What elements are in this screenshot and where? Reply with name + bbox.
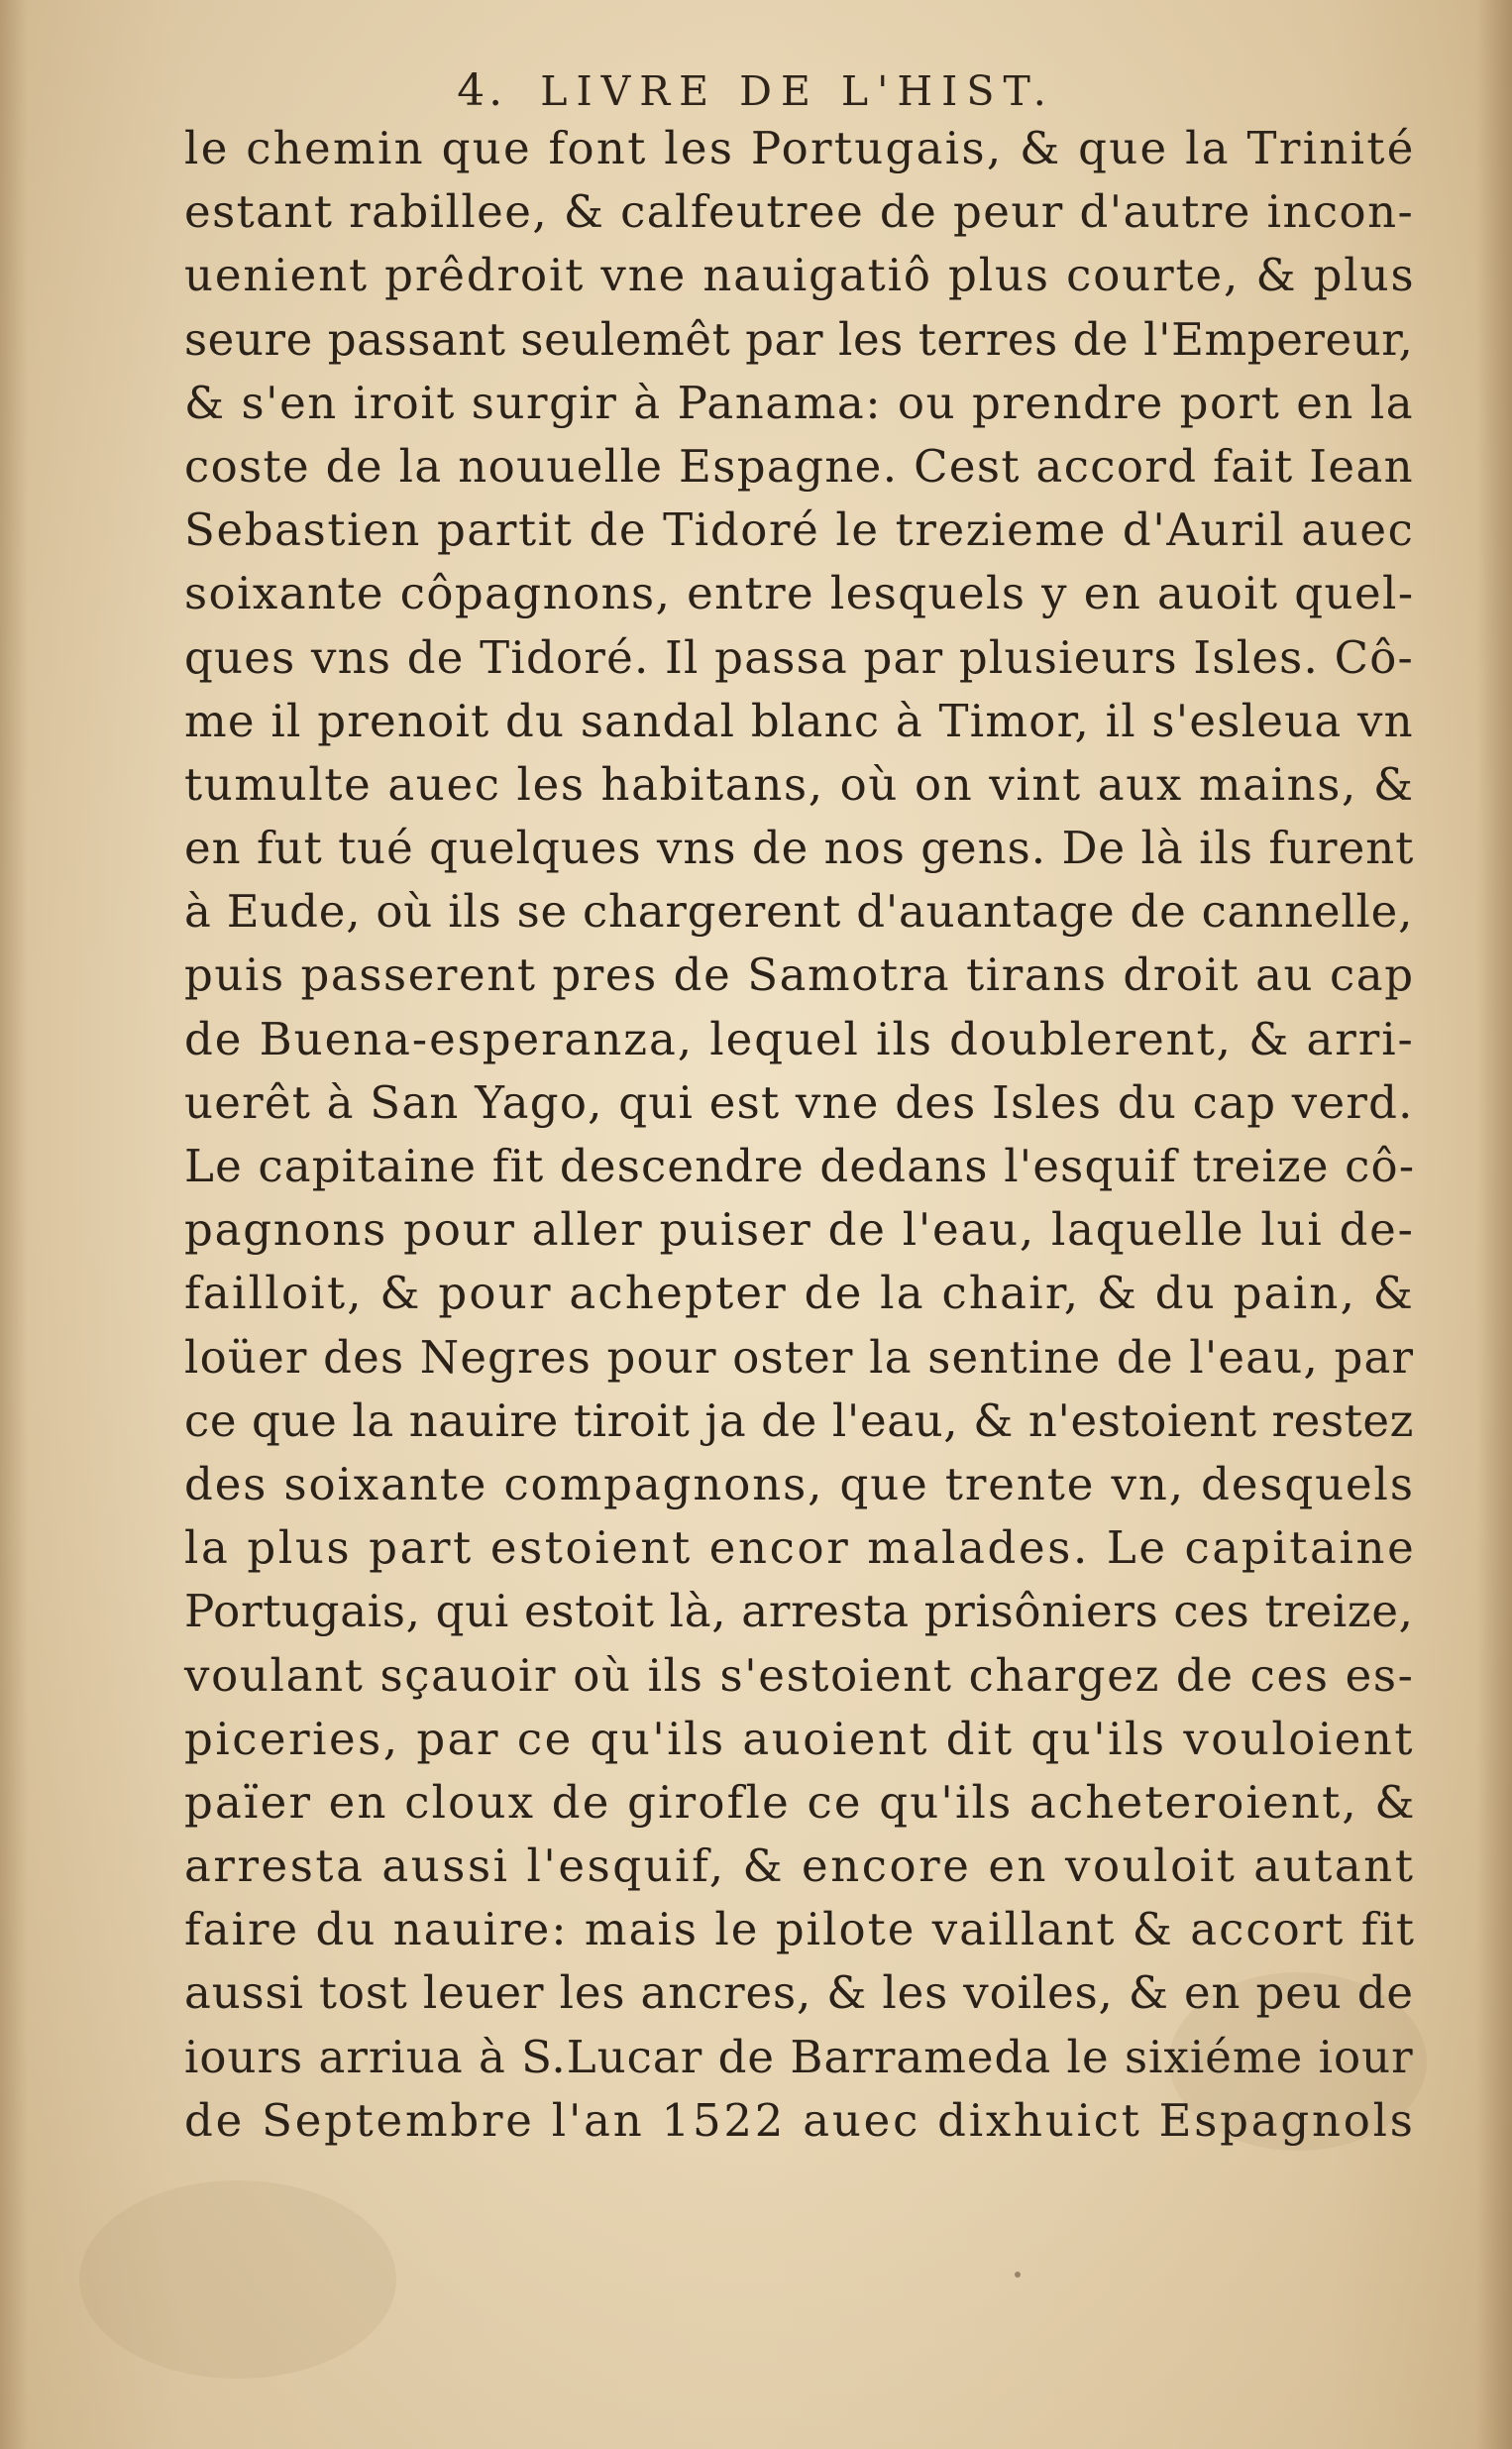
text-line: des soixante compagnons, que trente vn, desquels bbox=[184, 1457, 1415, 1510]
text-line: loüer des Negres pour oster la sentine de l'eau, par bbox=[184, 1330, 1415, 1384]
text-line: Sebastien partit de Tidoré le trezieme d'Auril auec bbox=[184, 503, 1415, 557]
text-line: uenient prêdroit vne nauigatiô plus courte, & plus bbox=[184, 249, 1416, 302]
text-line: païer en cloux de girofle ce qu'ils acheteroient, & bbox=[184, 1775, 1417, 1829]
text-line: ques vns de Tidoré. Il passa par plusieurs Isles. Cô- bbox=[184, 630, 1414, 684]
text-line: de Septembre l'an 1522 auec dixhuict Espagnols bbox=[184, 2093, 1416, 2147]
page-number: 4. bbox=[457, 65, 507, 116]
text-line: soixante côpagnons, entre lesquels y en auoit quel- bbox=[184, 567, 1415, 620]
text-line: voulant sçauoir où ils s'estoient chargez de ces es- bbox=[184, 1648, 1415, 1702]
text-line: uerêt à San Yago, qui est vne des Isles du cap verd. bbox=[184, 1075, 1414, 1129]
text-line: estant rabillee, & calfeutree de peur d'autre incon- bbox=[184, 185, 1415, 239]
text-line: puis passerent pres de Samotra tirans droit au cap bbox=[184, 948, 1415, 1002]
text-line: & s'en iroit surgir à Panama: ou prendre port en la bbox=[184, 376, 1415, 429]
body-text bbox=[184, 117, 1417, 2153]
text-line: la plus part estoient encor malades. Le capitaine bbox=[184, 1521, 1417, 1575]
text-line: en fut tué quelques vns de nos gens. De là ils furent bbox=[184, 822, 1415, 875]
running-header bbox=[0, 65, 1512, 116]
running-title: LIVRE DE L'HIST. bbox=[540, 67, 1055, 115]
text-line: pagnons pour aller puiser de l'eau, laquelle lui de- bbox=[184, 1203, 1415, 1257]
text-line: piceries, par ce qu'ils auoient dit qu'ils vouloient bbox=[184, 1712, 1416, 1765]
paper-stain bbox=[79, 2180, 396, 2379]
ink-speck bbox=[1015, 2272, 1021, 2278]
text-line: le chemin que font les Portugais, & que la Trinité bbox=[184, 122, 1416, 174]
text-line: iours arriua à S.Lucar de Barrameda le sixiéme iour bbox=[184, 2030, 1414, 2083]
text-line: à Eude, où ils se chargerent d'auantage de cannelle, bbox=[184, 885, 1414, 939]
text-line: Portugais, qui estoit là, arresta prisôniers ces treize, bbox=[184, 1585, 1414, 1638]
text-line: aussi tost leuer les ancres, & les voiles, & en peu de bbox=[184, 1966, 1414, 2020]
text-line: me il prenoit du sandal blanc à Timor, il s'esleua vn bbox=[184, 694, 1414, 747]
text-line: Le capitaine fit descendre dedans l'esquif treize cô- bbox=[184, 1140, 1416, 1192]
text-line: tumulte auec les habitans, où on vint aux mains, & bbox=[184, 757, 1415, 811]
text-line: failloit, & pour achepter de la chair, & du pain, & bbox=[184, 1267, 1416, 1320]
text-line: ce que la nauire tiroit ja de l'eau, & n'estoient restez bbox=[184, 1393, 1415, 1447]
text-line: coste de la nouuelle Espagne. Cest accord fait Iean bbox=[184, 439, 1415, 493]
text-line: arresta aussi l'esquif, & encore en vouloit autant bbox=[184, 1839, 1416, 1893]
page-edge-right bbox=[1476, 0, 1512, 2449]
text-line: faire du nauire: mais le pilote vaillant & accort fit bbox=[184, 1903, 1416, 1956]
page-edge-left bbox=[0, 0, 28, 2449]
text-line: seure passant seulemêt par les terres de l'Empereur, bbox=[184, 312, 1414, 366]
text-line: de Buena-esperanza, lequel ils doublerent, & arri- bbox=[184, 1012, 1415, 1065]
